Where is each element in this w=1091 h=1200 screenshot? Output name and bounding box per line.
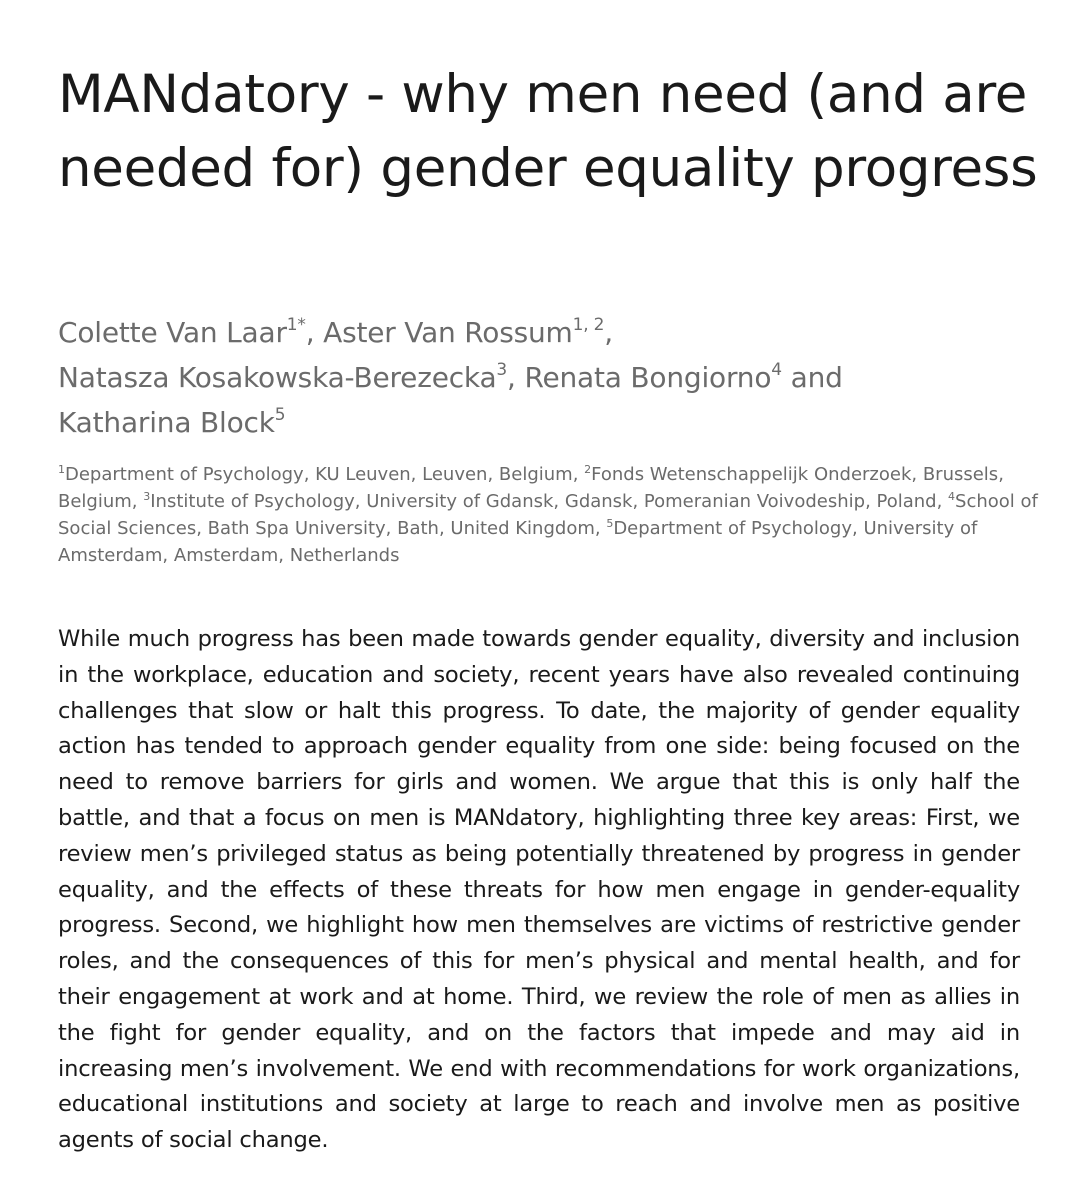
author: Colette Van Laar$^{1*}$, (58, 314, 324, 349)
affiliation-superscript: 2 (584, 463, 592, 476)
affiliation-superscript: 5 (606, 517, 614, 530)
paper-title: MANdatory - why men need (and are needed for) gender equality progress (58, 64, 1038, 199)
affiliation-superscript: 4 (948, 490, 956, 503)
abstract-text: While much progress has been made towards gender equality, diversity and inclusion in the workplace, education and society, recent years have also revealed continuing challenges that slow or halt this progress. To date, the majority of gender equality action has tended to approach gender equality from one side: being focused on the need to remove barriers for girls and women. We argue that this is only half the battle, and that a focus on men is MANdatory, highlighting three key areas: First, we review men’s privileged status as being potentially threatened by progress in gender equality, and the effects of these threats for how men engage in gender-equality progress. Second, we highlight how men themselves are victims of restrictive gender roles, and the consequences of this for men’s physical and mental health, and for their engagement at work and at home. Third, we review the role of men as allies in the fight for gender equality, and on the factors that impede and may aid in increasing men’s involvement. We end with recommendations for work organizations, educational institutions and society at large to reach and involve men as positive agents of social change. (58, 626, 1020, 1154)
affiliation-list (58, 461, 1048, 569)
author: Aster Van Rossum$^{1, 2}$, (323, 314, 613, 349)
author: Katharina Block$^5$ (58, 404, 286, 439)
affiliation: Department of Psychology, KU Leuven, Leuven, Belgium, (65, 464, 585, 485)
author-superscript: 1, 2 (572, 314, 605, 335)
author-superscript: 3 (496, 359, 508, 380)
affiliation-superscript: 1 (58, 463, 65, 476)
affiliation: Department of Psychology, University of Amsterdam, Amsterdam, Netherlands (58, 518, 978, 566)
affiliation: Fonds Wetenschappelijk Onderzoek, Brussels, Belgium, (58, 464, 1004, 512)
author: Natasza Kosakowska-Berezecka$^3$, (58, 359, 525, 394)
author-list (58, 310, 1058, 445)
affiliation-superscript: 3 (143, 490, 151, 503)
affiliation: School of Social Sciences, Bath Spa University, Bath, United Kingdom, (58, 491, 1038, 539)
author-superscript: 4 (771, 359, 782, 380)
author: Renata Bongiorno$^4$ and (524, 359, 843, 394)
author-superscript: 5 (274, 404, 286, 425)
author-superscript: 1* (286, 314, 306, 335)
affiliation: Institute of Psychology, University of Gdansk, Gdansk, Pomeranian Voivodeship, Poland, (150, 491, 949, 512)
